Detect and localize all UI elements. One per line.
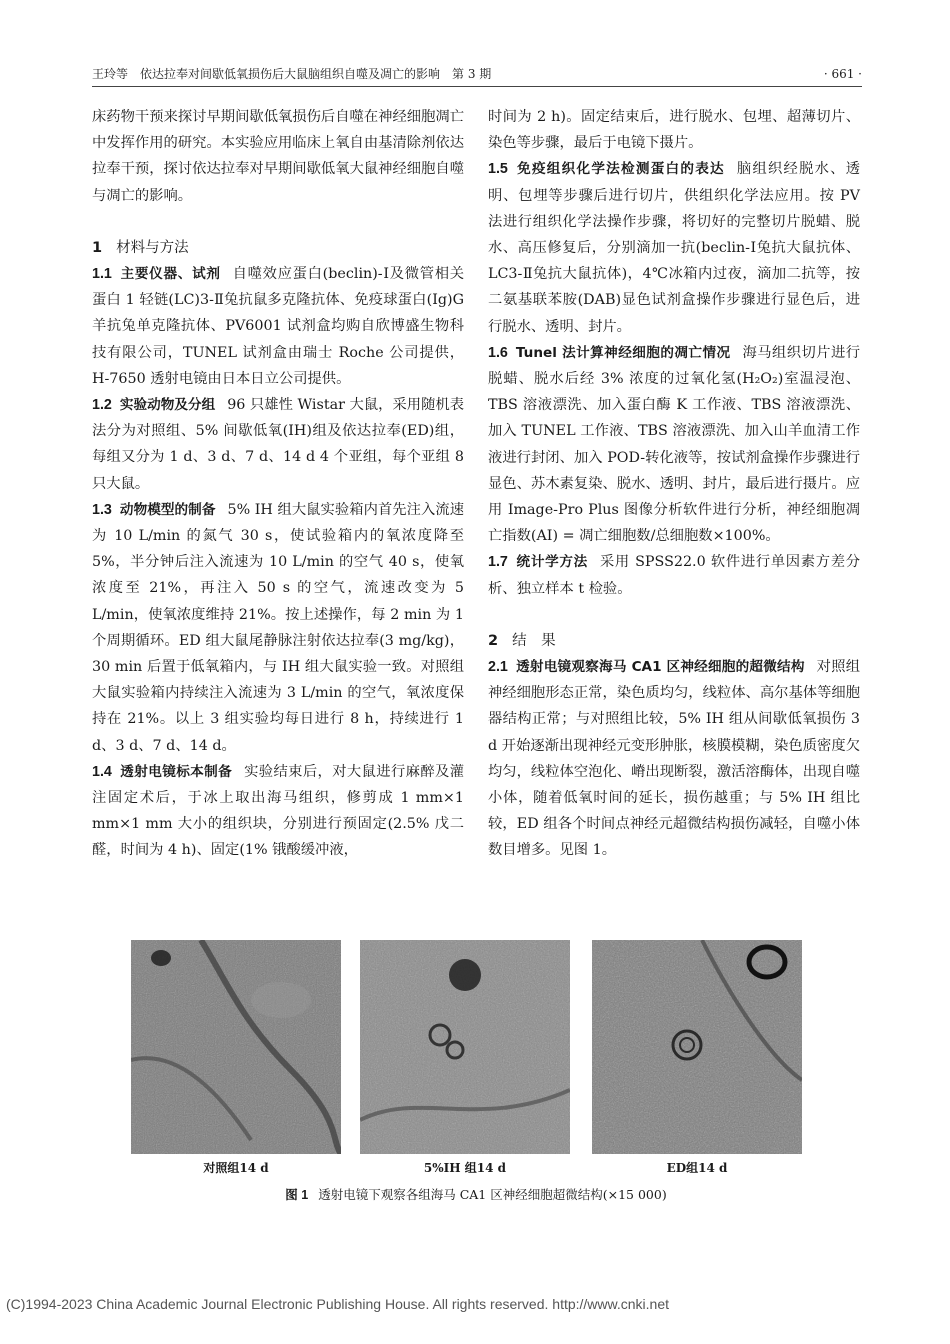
figure-caption-text: 透射电镜下观察各组海马 CA1 区神经细胞超微结构(×15 000) bbox=[318, 1187, 667, 1202]
panel-label-ih: 5%IH 组14 d bbox=[423, 1161, 507, 1175]
subsection-body: 对照组神经细胞形态正常，染色质均匀，线粒体、高尔基体等细胞器结构正常；与对照组比较，5% IH 组从间歇低氧损伤 3 d 开始逐渐出现神经元变形肿胀，核膜模糊，染色质密度欠均匀，线粒体空泡化、嵴出现断裂，激活溶酶体，出现自噬小体，随着低氧时间的延长，损伤越重；与 5% IH 组比较，ED 组各个时间点神经元超微结构损伤减轻，自噬小体数目增多。见图 1。 bbox=[488, 659, 861, 859]
subsection-title: 主要仪器、试剂 bbox=[119, 266, 221, 283]
panel-label-control: 对照组14 d bbox=[203, 1161, 269, 1175]
section-title: 材料与方法 bbox=[116, 239, 189, 256]
subsection-title: 透射电镜观察海马 CA1 区神经细胞的超微结构 bbox=[515, 659, 805, 676]
subsection-title: 动物模型的制备 bbox=[119, 501, 216, 518]
copyright-footer: (C)1994-2023 China Academic Journal Electronic Publishing House. All rights reserved. http://www.cnki.net bbox=[6, 1296, 669, 1312]
subsection-body: 96 只雄性 Wistar 大鼠，采用随机表法分为对照组、5% 间歇低氧(IH)组及依达拉奉(ED)组，每组又分为 1 d、3 d、7 d、14 d 4 个亚组，每个亚组 8 只大鼠。 bbox=[92, 397, 465, 492]
subsection-body: 5% IH 组大鼠实验箱内首先注入流速为 10 L/min 的氮气 30 s，使试验箱内的氧浓度降至 5%，半分钟后注入流速为 10 L/min 的空气 40 s，使氧浓度至 21%，再注入 50 s 的空气，流速改变为 5 L/min，使氧浓度维持 21%。按上述操作，每 2 min 为 1 个周期循环。ED 组大鼠尾静脉注射依达拉奉(3 mg/kg)，30 min 后置于低氧箱内，与 IH 组大鼠实验一致。对照组大鼠实验箱内持续注入流速为 3 L/min 的空气，氧浓度保持在 21%。以上 3 组实验均每日进行 8 h，持续进行 1 d、3 d、7 d、14 d。 bbox=[92, 501, 465, 754]
subsection-title: Tunel 法计算神经细胞的凋亡情况 bbox=[515, 344, 731, 361]
section-title: 结 果 bbox=[512, 632, 556, 649]
section-number: 2 bbox=[488, 632, 499, 649]
figure-caption bbox=[131, 1186, 821, 1204]
subsection-title: 透射电镜标本制备 bbox=[119, 763, 233, 780]
left-column bbox=[92, 104, 464, 864]
subsection-number: 1.5 bbox=[488, 161, 508, 178]
subsection-title: 实验动物及分组 bbox=[119, 397, 216, 414]
tem-micrograph-ih bbox=[360, 940, 570, 1154]
subsection-body: 脑组织经脱水、透明、包埋等步骤后进行切片，供组织化学法应用。按 PV 法进行组织化学法操作步骤，将切好的完整切片脱蜡、脱水、高压修复后，分别滴加一抗(beclin-Ⅰ兔抗大鼠抗体、LC3-Ⅱ兔抗大鼠抗体)，4℃冰箱内过夜，滴加二抗等，按二氨基联苯胺(DAB)显色试剂盒操作步骤进行显色后，进行脱水、透明、封片。 bbox=[488, 161, 861, 335]
running-header bbox=[92, 64, 862, 87]
subsection-1-4 bbox=[92, 759, 464, 864]
subsection-1-3 bbox=[92, 497, 464, 759]
subsection-2-1 bbox=[488, 654, 860, 864]
figure-number: 图 1 bbox=[285, 1188, 309, 1202]
subsection-1-5 bbox=[488, 156, 860, 339]
running-title: 王玲等 依达拉奉对间歇低氧损伤后大鼠脑组织自噬及凋亡的影响 第 3 期 bbox=[92, 67, 492, 81]
subsection-1-1 bbox=[92, 261, 464, 392]
section-number: 1 bbox=[92, 239, 103, 256]
subsection-1-4-continued: 时间为 2 h)。固定结束后，进行脱水、包埋、超薄切片、染色等步骤，最后于电镜下摄片。 bbox=[488, 109, 860, 152]
subsection-body: 海马组织切片进行脱蜡、脱水后经 3% 浓度的过氧化氢(H₂O₂)室温浸泡、TBS 溶液漂洗、加入蛋白酶 K 工作液、TBS 溶液漂洗、加入 TUNEL 工作液、TBS 溶液漂洗、加入山羊血清工作液进行封闭、加入 POD-转化液等，按试剂盒操作步骤进行显色、苏木素复染、脱水、透明、封片，最后进行摄片。应用 Image-Pro Plus 图像分析软件进行分析，神经细胞凋亡指数(AI) = 凋亡细胞数/总细胞数×100%。 bbox=[488, 344, 860, 545]
intro-paragraph: 床药物干预来探讨早期间歇低氧损伤后自噬在神经细胞凋亡中发挥作用的研究。本实验应用临床上氧自由基清除剂依达拉奉干预，探讨依达拉奉对早期间歇低氧大鼠神经细胞自噬与凋亡的影响。 bbox=[92, 109, 464, 204]
subsection-number: 1.1 bbox=[92, 266, 112, 283]
subsection-title: 统计学方法 bbox=[515, 554, 588, 571]
subsection-number: 1.6 bbox=[488, 344, 508, 361]
section-heading-results bbox=[488, 628, 860, 654]
subsection-number: 2.1 bbox=[488, 659, 508, 676]
subsection-1-2 bbox=[92, 392, 464, 497]
subsection-number: 1.2 bbox=[92, 397, 112, 414]
subsection-1-7 bbox=[488, 549, 860, 601]
page-number: · 661 · bbox=[823, 67, 862, 81]
subsection-number: 1.3 bbox=[92, 501, 112, 518]
tem-micrograph-control bbox=[131, 940, 341, 1154]
subsection-1-6 bbox=[488, 340, 860, 550]
subsection-body: 采用 SPSS22.0 软件进行单因素方差分析、独立样本 t 检验。 bbox=[488, 554, 861, 597]
tem-micrograph-ed bbox=[592, 940, 802, 1154]
subsection-number: 1.4 bbox=[92, 763, 112, 780]
panel-label-ed: ED组14 d bbox=[666, 1161, 728, 1175]
subsection-number: 1.7 bbox=[488, 554, 508, 571]
subsection-title: 免疫组织化学法检测蛋白的表达 bbox=[515, 161, 725, 178]
subsection-body: 自噬效应蛋白(beclin)-Ⅰ及微管相关蛋白 1 轻链(LC)3-Ⅱ兔抗鼠多克隆抗体、免疫球蛋白(Ig)G 羊抗兔单克隆抗体、PV6001 试剂盒均购自欣博盛生物科技有限公司，TUNEL 试剂盒由瑞士 Roche 公司提供，H-7650 透射电镜由日本日立公司提供。 bbox=[92, 266, 464, 387]
section-heading-methods bbox=[92, 235, 464, 261]
right-column bbox=[488, 104, 860, 864]
subsection-body: 实验结束后，对大鼠进行麻醉及灌注固定术后，于冰上取出海马组织，修剪成 1 mm×1 mm×1 mm 大小的组织块，分别进行预固定(2.5% 戊二醛，时间为 4 h)、固定(1% 锇酸缓冲液， bbox=[92, 763, 465, 859]
